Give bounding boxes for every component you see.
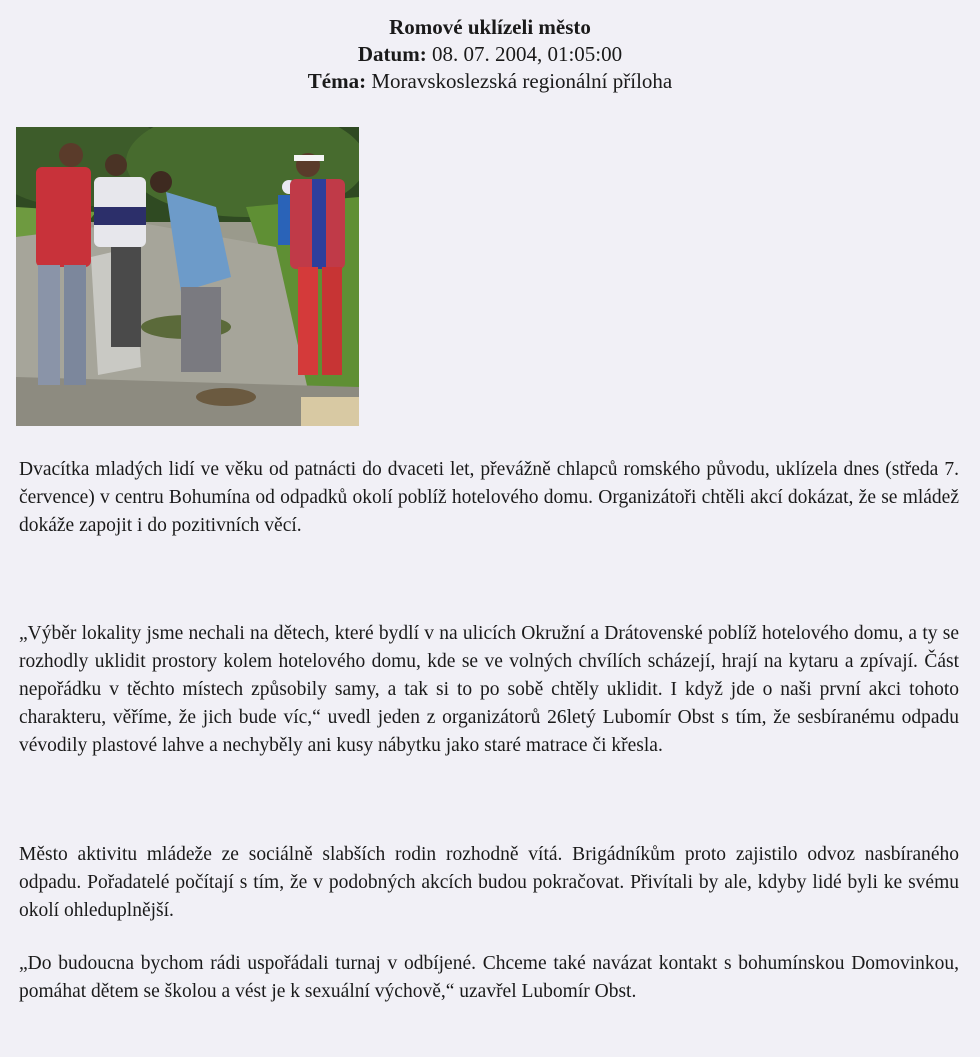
article-paragraph-2: „Výběr lokality jsme nechali na dětech, které bydlí v na ulicích Okružní a Drátovenské poblíž hotelového domu, a ty se rozhodly uklidit prostory kolem hotelového domu, kde se ve volných chvílích scházejí, hrají na kytaru a zpívají. Část nepořádku v těchto místech způsobily samy, a tak si to po sobě chtěly uklidit. I když jde o naši první akci tohoto charakteru, věříme, že jich bude víc,“ uvedl jeden z organizátorů 26letý Lubomír Obst s tím, že sesbíranému odpadu vévodily plastové lahve a nechyběly ani kusy nábytku jako staré matrace či křesla.	[19, 623, 959, 756]
article-header	[0, 14, 980, 95]
date-label: Datum:	[357, 42, 427, 66]
article-paragraph-4: „Do budoucna bychom rádi uspořádali turnaj v odbíjené. Chceme také navázat kontakt s bohumínskou Domovinkou, pomáhat dětem se školou a vést je k sexuální výchově,“ uzavřel Lubomír Obst.	[19, 953, 959, 1002]
photo-young-people-cleaning-icon	[16, 127, 359, 426]
article-paragraph-3: Město aktivitu mládeže ze sociálně slabších rodin rozhodně vítá. Brigádníkům proto zajistilo odvoz nasbíraného odpadu. Pořadatelé počítají s tím, že v podobných akcích budou pokračovat. Přivítali by ale, kdyby lidé byli ke svému okolí ohleduplnější.	[19, 844, 959, 921]
topic-label: Téma:	[307, 69, 367, 93]
article-photo	[16, 127, 359, 426]
topic-value: Moravskoslezská regionální příloha	[371, 69, 673, 93]
article-paragraph-1: Dvacítka mladých lidí ve věku od patnácti do dvaceti let, převážně chlapců romského původu, uklízela dnes (středa 7. července) v centru Bohumína od odpadků okolí poblíž hotelového domu. Organizátoři chtěli akcí dokázat, že se mládež dokáže zapojit i do pozitivních věcí.	[19, 459, 959, 536]
article-title: Romové uklízeli město	[389, 15, 591, 39]
article-date	[0, 41, 980, 68]
article-topic	[0, 68, 980, 95]
date-value: 08. 07. 2004, 01:05:00	[431, 42, 623, 66]
